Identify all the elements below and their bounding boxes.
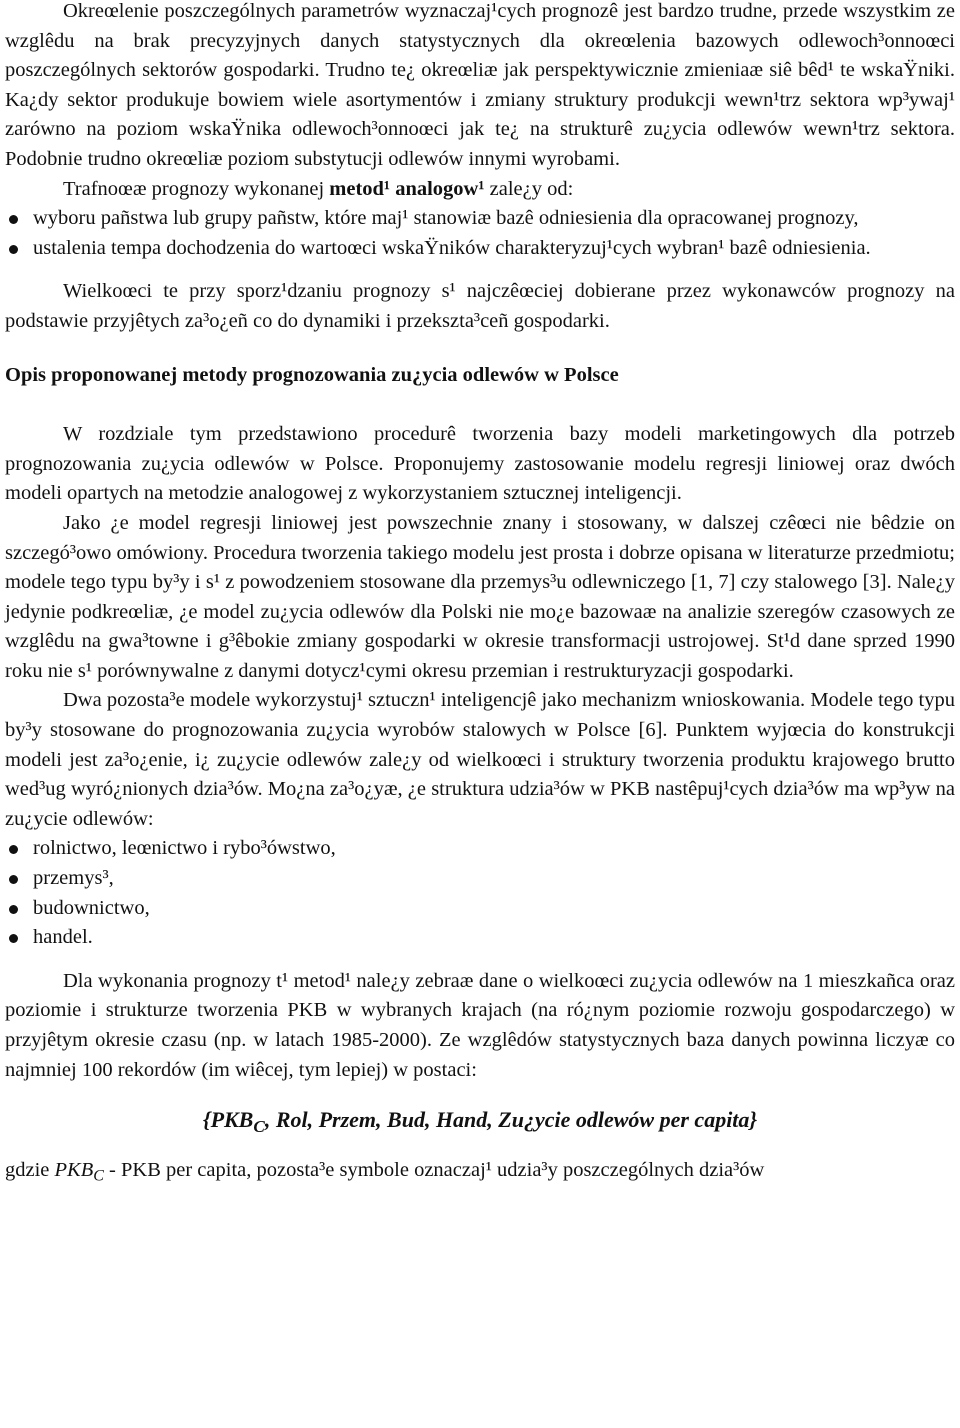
spacer <box>5 337 955 361</box>
list-item: handel. <box>33 923 955 953</box>
list-item: przemys³, <box>33 864 955 894</box>
paragraph-regression: Jako ¿e model regresji liniowej jest powszechnie znany i stosowany, w dalszej czêœci nie bêdzie on szczegó³owo omówiony. Procedura tworzenia takiego modelu jest prosta i dobrze opisana w literaturze przedmiotu; modele tego typu by³y i s¹ z powodzeniem stosowane dla przemys³u odlewniczego [1, 7] czy stalowego [3]. Nale¿y jedynie podkreœliæ, ¿e model zu¿ycia odlewów dla Polski nie mo¿e bazowaæ na analizie szeregów czasowych ze wzglêdu na gwa³towne i g³êbokie zmiany gospodarki w okresie transformacji ustrojowej. St¹d dane sprzed 1990 roku nie s¹ porównywalne z danymi dotycz¹cymi okresu przemian i restrukturyzacji gospodarki. <box>5 511 955 682</box>
paragraph-data-requirements: Dla wykonania prognozy t¹ metod¹ nale¿y zebraæ dane o wielkoœci zu¿ycia odlewów na 1 mieszkañca oraz poziomie i strukturze tworzenia PKB w wybranych krajach (na ró¿nym poziomie rozwoju gospodarczego) w przyjêtym okresie czasu (np. w latach 1985-2000). Ze wzglêdów statystycznych baza danych powinna liczyæ co najmniej 100 rekordów (im wiêcej, tym lepiej) w postaci: <box>5 969 955 1081</box>
text-analog-bold: metod¹ analogow¹ <box>329 177 485 200</box>
text-analog-after: zale¿y od: <box>484 177 574 200</box>
text-definition: - PKB per capita, pozosta³e symbole oznaczaj¹ udzia³y poszczególnych dzia³ów <box>103 1158 765 1181</box>
paragraph-ai-models: Dwa pozosta³e modele wykorzystuj¹ sztuczn¹ inteligencjê jako mechanizm wnioskowania. Modele tego typu by³y stosowane do prognozowania zu¿ycia wyrobów stalowych w Polsce [6]. Punktem wyjœcia do konstrukcji modeli jest za³o¿enie, i¿ zu¿ycie odlewów zale¿y od wielkoœci i struktury tworzenia produktu krajowego brutto wed³ug wyró¿nionych dzia³ów. Mo¿na za³o¿yæ, ¿e struktura udzia³ów w PKB nastêpuj¹cych dzia³ów ma wp³yw na zu¿ycie odlewów: <box>5 689 955 830</box>
list-item: rolnictwo, leœnictwo i rybo³ówstwo, <box>33 834 955 864</box>
paragraph-analog-method <box>5 175 955 205</box>
section-heading: Opis proponowanej metody prognozowania zu¿ycia odlewów w Polsce <box>5 363 619 386</box>
paragraph-symbol-definition <box>5 1156 955 1191</box>
list-sectors <box>5 834 955 952</box>
paragraph-quantities: Wielkoœci te przy sporz¹dzaniu prognozy s¹ najczêœciej dobierane przez wykonawców prognozy na podstawie przyjêtych za³o¿eñ co do dynamiki i przekszta³ceñ gospodarki. <box>5 280 955 332</box>
formula-subscript: C <box>253 1116 265 1136</box>
list-item: budownictwo, <box>33 894 955 924</box>
paragraph-parameters: Okreœlenie poszczególnych parametrów wyznaczaj¹cych prognozê jest bardzo trudne, przede wszystkim ze wzglêdu na brak precyzyjnych danych statystycznych dla okreœlenia bazowych odlewoch³onnoœci poszczególnych sektorów gospodarki. Trudno te¿ okreœliæ jak perspektywicznie zmieniaæ siê bêd¹ te wskaŸniki. Ka¿dy sektor produkuje bowiem wiele asortymentów i zmiany struktury produkcji wewn¹trz sektora wp³ywaj¹ zarówno na poziom wskaŸnika odlewoch³onnoœci jak te¿ na strukturê zu¿ycia odlewów wewn¹trz sektora. Podobnie trudno okreœliæ poziom substytucji odlewów innymi wyrobami. <box>5 0 955 170</box>
formula-record <box>5 1105 955 1141</box>
spacer <box>5 953 955 967</box>
formula-rest: , Rol, Przem, Bud, Hand, Zu¿ycie odlewów per capita} <box>264 1107 758 1133</box>
text-where: gdzie <box>5 1158 55 1181</box>
paragraph-procedure: W rozdziale tym przedstawiono procedurê tworzenia bazy modeli marketingowych dla potrzeb prognozowania zu¿ycia odlewów w Polsce. Proponujemy zastosowanie modelu regresji liniowej oraz dwóch modeli opartych na metodzie analogowej z wykorzystaniem sztucznej inteligencji. <box>5 423 955 505</box>
spacer <box>5 1085 955 1105</box>
spacer <box>5 390 955 420</box>
list-item: ustalenia tempa dochodzenia do wartoœci wskaŸników charakteryzuj¹cych wybran¹ bazê odniesienia. <box>33 234 955 264</box>
spacer <box>5 263 955 277</box>
list-item: wyboru pañstwa lub grupy pañstw, które maj¹ stanowiæ bazê odniesienia dla opracowanej prognozy, <box>33 204 955 234</box>
symbol-subscript: C <box>93 1167 104 1185</box>
symbol-pkb: PKB <box>54 1158 94 1181</box>
formula-open: {PKB <box>202 1107 254 1133</box>
text-analog-before: Trafnoœæ prognozy wykonanej <box>63 177 330 200</box>
list-accuracy-factors <box>5 204 955 263</box>
spacer <box>5 1142 955 1156</box>
